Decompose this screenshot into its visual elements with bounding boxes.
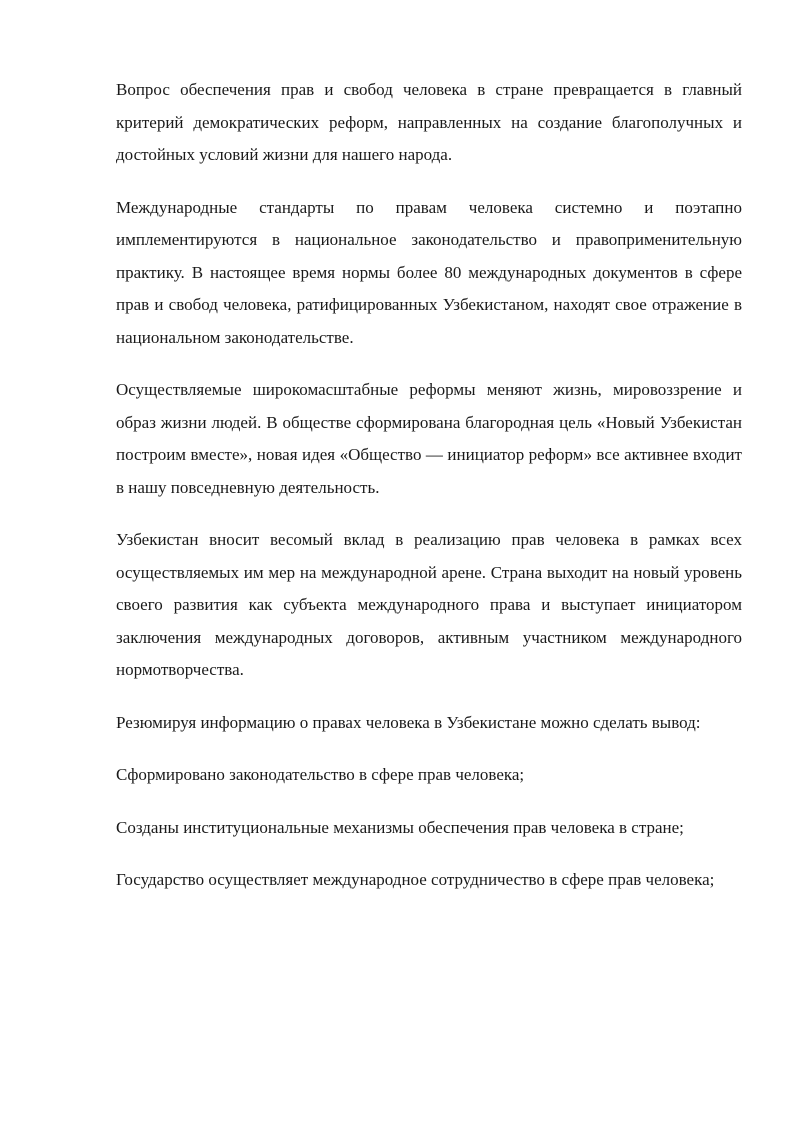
paragraph-conclusion-legislation: Сформировано законодательство в сфере прав человека; (116, 765, 525, 784)
document-body (116, 74, 742, 917)
paragraph-conclusion-intro: Резюмируя информацию о правах человека в Узбекистане можно сделать вывод: (116, 712, 701, 732)
paragraph-conclusion-mechanisms: Созданы институциональные механизмы обеспечения прав человека в стране; (116, 817, 684, 837)
paragraph-international-standards: Международные стандарты по правам человека системно и поэтапно имплементируются в национальное законодательство и правоприменительную практику. В настоящее время нормы более 80 международных документов в сфере прав и свобод человека, ратифицированных Узбекистаном, находят свое отражение в национальном законодательстве. (116, 197, 742, 347)
paragraph-reforms: Осуществляемые широкомасштабные реформы меняют жизнь, мировоззрение и образ жизни людей. В обществе сформирована благородная цель «Новый Узбекистан построим вместе», новая идея «Общество — инициатор реформ» все активнее входит в нашу повседневную деятельность. (116, 380, 742, 497)
paragraph-conclusion-cooperation: Государство осуществляет международное сотрудничество в сфере прав человека; (116, 870, 715, 889)
paragraph-human-rights-criterion: Вопрос обеспечения прав и свобод человека в стране превращается в главный критерий демократических реформ, направленных на создание благополучных и достойных условий жизни для нашего народа. (116, 80, 742, 164)
paragraph-international-contribution: Узбекистан вносит весомый вклад в реализацию прав человека в рамках всех осуществляемых им мер на международной арене. Страна выходит на новый уровень своего развития как субъекта международного права и выступает инициатором заключения международных договоров, активным участником международного нормотворчества. (116, 530, 742, 679)
